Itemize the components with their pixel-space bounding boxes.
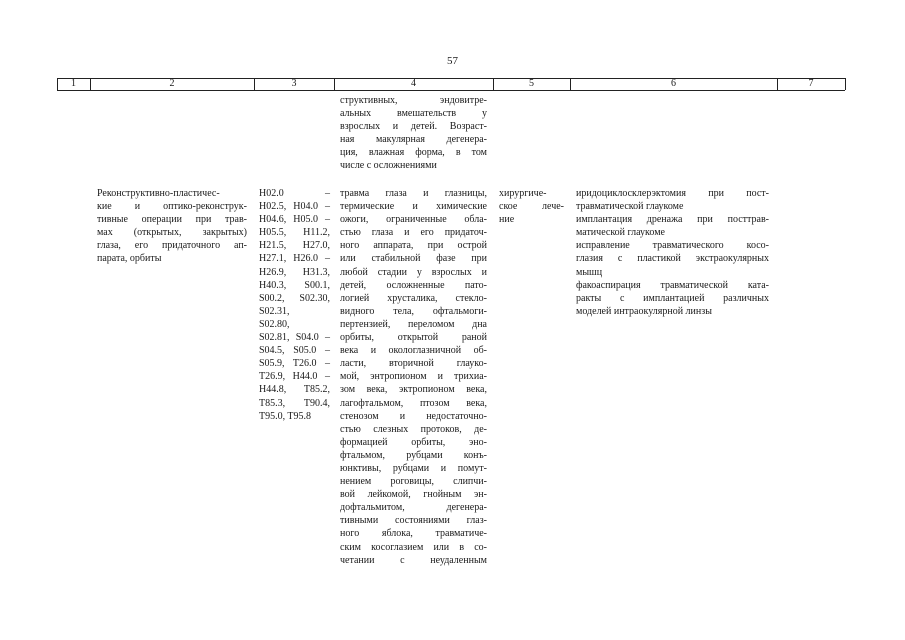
text-line: H27.1, H26.0 – bbox=[259, 253, 330, 265]
text-line: орбиты, открытой раной bbox=[340, 332, 487, 344]
text-line: ским косоглазием или в со- bbox=[340, 541, 487, 553]
text-line: T26.9, H44.0 – bbox=[259, 371, 330, 383]
text-line: дофтальмитом, дегенера- bbox=[340, 502, 487, 514]
text-line: термические и химические bbox=[340, 201, 487, 213]
text-line: ракты с имплантацией различных bbox=[576, 292, 769, 304]
text-line: тивные операции при трав- bbox=[97, 214, 247, 226]
text-line: пертензией, переломом дна bbox=[340, 318, 487, 330]
text-line: детей, осложненные пато- bbox=[340, 279, 487, 291]
text-line: глазия с пластикой экстраокулярных bbox=[576, 253, 769, 265]
text-line: H05.5, H11.2, bbox=[259, 227, 330, 239]
text-line: мышц bbox=[576, 266, 603, 278]
text-line: H02.5, H04.0 – bbox=[259, 201, 330, 213]
text-line: H02.0 – bbox=[259, 188, 330, 199]
text-line: века и окологлазничной об- bbox=[340, 345, 487, 357]
header-cell-7: 7 bbox=[808, 78, 814, 89]
text-line: тивными состояниями глаз- bbox=[340, 515, 487, 527]
text-line: мой, энтропионом и трихиа- bbox=[340, 371, 487, 383]
text-line: H21.5, H27.0, bbox=[259, 240, 330, 252]
text-line: или стабильной фазе при bbox=[340, 253, 487, 265]
text-line: формацией орбиты, эно- bbox=[340, 436, 487, 448]
text-line: глаза, его придаточного ап- bbox=[97, 240, 247, 252]
text-line: логией хрусталика, стекло- bbox=[340, 292, 487, 304]
text-line: H04.6, H05.0 – bbox=[259, 214, 330, 226]
text-line: стью глаза и его придаточ- bbox=[340, 227, 487, 239]
text-line: ское лече- bbox=[499, 201, 564, 213]
header-cell-6: 6 bbox=[671, 78, 676, 89]
text-line: ласти, вторичной глауко- bbox=[340, 358, 487, 370]
text-line: хирургиче- bbox=[499, 188, 547, 199]
text-line: моделей интраокулярной линзы bbox=[576, 305, 712, 317]
text-line: мах (открытых, закрытых) bbox=[97, 227, 247, 239]
continuation-col4 bbox=[340, 94, 487, 173]
text-line: кие и оптико-реконструк- bbox=[97, 201, 247, 213]
text-line: травматической глаукоме bbox=[576, 201, 684, 213]
header-cell-3: 3 bbox=[291, 78, 297, 89]
text-line: ного аппарата, при острой bbox=[340, 240, 487, 252]
diagnosis-cell bbox=[340, 187, 487, 567]
header-cell-2: 2 bbox=[169, 78, 175, 89]
header-cell-5: 5 bbox=[529, 78, 534, 89]
treatment-type-cell bbox=[499, 187, 564, 226]
text-line: вой лейкомой, гнойным эн- bbox=[340, 489, 487, 501]
text-line: структивных, эндовитре- bbox=[340, 95, 487, 106]
text-line: T85.3, T90.4, bbox=[259, 397, 330, 409]
text-line: четании с неудаленным bbox=[340, 554, 487, 566]
text-line: Реконструктивно-пластичес- bbox=[97, 188, 220, 199]
text-line: H44.8, T85.2, bbox=[259, 384, 330, 396]
text-line: взрослых и детей. Возраст- bbox=[340, 121, 487, 133]
text-line: числе с осложнениями bbox=[340, 160, 437, 172]
icd-codes-cell bbox=[259, 187, 330, 423]
text-line: стью слезных протоков, де- bbox=[340, 423, 487, 435]
text-line: ожоги, ограниченные обла- bbox=[340, 214, 487, 226]
text-line: имплантация дренажа при посттрав- bbox=[576, 214, 769, 226]
text-line: ние bbox=[499, 214, 515, 226]
text-line: S02.31, bbox=[259, 305, 290, 317]
text-line: S04.5, S05.0 – bbox=[259, 345, 330, 357]
text-line: лагофтальмом, птозом века, bbox=[340, 397, 487, 409]
header-cell-4: 4 bbox=[411, 78, 416, 89]
text-line: фтальмом, рубцами конъ- bbox=[340, 449, 487, 461]
text-line: стенозом и недостаточно- bbox=[340, 410, 487, 422]
text-line: S02.80, bbox=[259, 318, 290, 330]
text-line: матической глаукоме bbox=[576, 227, 665, 239]
text-line: S05.9, T26.0 – bbox=[259, 358, 330, 370]
column-divider bbox=[845, 78, 846, 90]
text-line: зом века, эктропионом века, bbox=[340, 384, 487, 396]
text-line: иридоциклосклерэктомия при пост- bbox=[576, 188, 769, 199]
text-line: ного яблока, травматиче- bbox=[340, 528, 487, 540]
text-line: альных вмешательств у bbox=[340, 108, 487, 120]
text-line: факоаспирация травматической ката- bbox=[576, 279, 769, 291]
header-cell-1: 1 bbox=[71, 78, 76, 89]
text-line: H40.3, S00.1, bbox=[259, 279, 330, 291]
text-line: видного тела, офтальмоги- bbox=[340, 305, 487, 317]
text-line: H26.9, H31.3, bbox=[259, 266, 330, 278]
text-line: исправление травматического косо- bbox=[576, 240, 769, 252]
text-line: ция, влажная форма, в том bbox=[340, 147, 487, 159]
procedure-group-cell bbox=[97, 187, 247, 266]
text-line: травма глаза и глазницы, bbox=[340, 188, 487, 199]
text-line: ная макулярная дегенера- bbox=[340, 134, 487, 146]
text-line: S02.81, S04.0 – bbox=[259, 332, 330, 344]
text-line: нением роговицы, слипчи- bbox=[340, 476, 487, 488]
text-line: парата, орбиты bbox=[97, 253, 162, 265]
text-line: юнктивы, рубцами и помут- bbox=[340, 462, 487, 474]
page-number: 57 bbox=[447, 55, 458, 67]
text-line: S00.2, S02.30, bbox=[259, 292, 330, 304]
text-line: T95.0, T95.8 bbox=[259, 410, 312, 422]
text-line: любой стадии у взрослых и bbox=[340, 266, 487, 278]
header-bottom-rule bbox=[57, 90, 845, 91]
treatment-method-cell bbox=[576, 187, 769, 318]
